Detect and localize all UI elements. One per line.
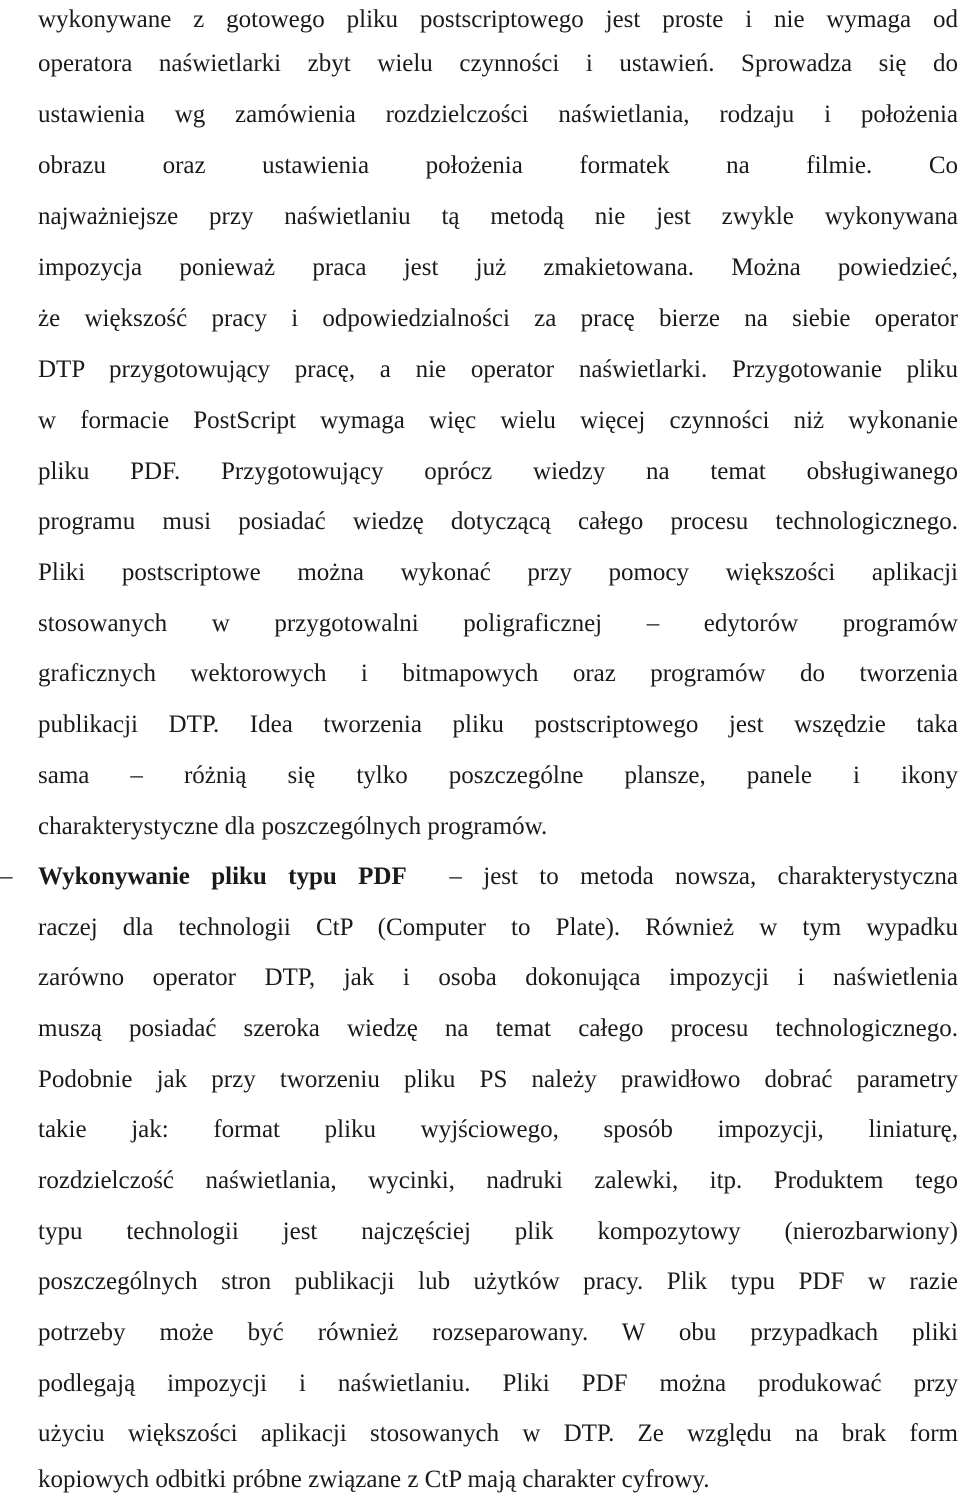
text-line: charakterystyczne dla poszczególnych programów. (38, 813, 548, 840)
text-line: ustawienia wg zamówienia rozdzielczości naświetlania, rodzaju i położenia (38, 101, 958, 128)
text-line: programu musi posiadać wiedzę dotyczącą całego procesu technologicznego. (38, 508, 958, 535)
text-line: takie jak: format pliku wyjściowego, sposób impozycji, liniaturę, (38, 1116, 958, 1143)
text-line: potrzeby może być również rozseparowany. W obu przypadkach pliki (38, 1319, 958, 1346)
bold-term: Wykonywanie pliku typu PDF (38, 863, 407, 890)
text-line: publikacji DTP. Idea tworzenia pliku postscriptowego jest wszędzie taka (38, 711, 958, 738)
text-line: w formacie PostScript wymaga więc wielu więcej czynności niż wykonanie (38, 407, 958, 434)
text-line: kopiowych odbitki próbne związane z CtP mają charakter cyfrowy. (38, 1466, 710, 1493)
text-line: operatora naświetlarki zbyt wielu czynności i ustawień. Sprowadza się do (38, 50, 958, 77)
text-line: wykonywane z gotowego pliku postscriptowego jest proste i nie wymaga od (38, 6, 958, 33)
text-line: Podobnie jak przy tworzeniu pliku PS należy prawidłowo dobrać parametry (38, 1066, 958, 1093)
text-line: użyciu większości aplikacji stosowanych w DTP. Ze względu na brak form (38, 1420, 958, 1447)
text-line: że większość pracy i odpowiedzialności za pracę bierze na siebie operator (38, 305, 958, 332)
text-line: podlegają impozycji i naświetlaniu. Pliki PDF można produkować przy (38, 1370, 958, 1397)
text-line: typu technologii jest najczęściej plik kompozytowy (nierozbarwiony) (38, 1218, 958, 1245)
text-line: zarówno operator DTP, jak i osoba dokonująca impozycji i naświetlenia (38, 964, 958, 991)
text-line: DTP przygotowujący pracę, a nie operator naświetlarki. Przygotowanie pliku (38, 356, 958, 383)
text-line: stosowanych w przygotowalni poligraficznej – edytorów programów (38, 610, 958, 637)
text-line: obrazu oraz ustawienia położenia formatek na filmie. Co (38, 152, 958, 179)
text-span: – jest to metoda nowsza, charakterystyczna (449, 863, 959, 890)
text-line: pliku PDF. Przygotowujący oprócz wiedzy na temat obsługiwanego (38, 458, 958, 485)
text-line: graficznych wektorowych i bitmapowych oraz programów do tworzenia (38, 660, 958, 687)
list-dash: – (0, 863, 13, 890)
list-item-lead (38, 857, 958, 897)
text-line: poszczególnych stron publikacji lub użytków pracy. Plik typu PDF w razie (38, 1268, 958, 1295)
text-line: rozdzielczość naświetlania, wycinki, nadruki zalewki, itp. Produktem tego (38, 1167, 958, 1194)
text-line: najważniejsze przy naświetlaniu tą metodą nie jest zwykle wykonywana (38, 203, 958, 230)
text-line: raczej dla technologii CtP (Computer to Plate). Również w tym wypadku (38, 914, 958, 941)
text-line: sama – różnią się tylko poszczególne plansze, panele i ikony (38, 762, 958, 789)
text-line: Pliki postscriptowe można wykonać przy pomocy większości aplikacji (38, 559, 958, 586)
text-line: impozycja ponieważ praca jest już zmakietowana. Można powiedzieć, (38, 254, 958, 281)
text-line: muszą posiadać szeroka wiedzę na temat całego procesu technologicznego. (38, 1015, 958, 1042)
